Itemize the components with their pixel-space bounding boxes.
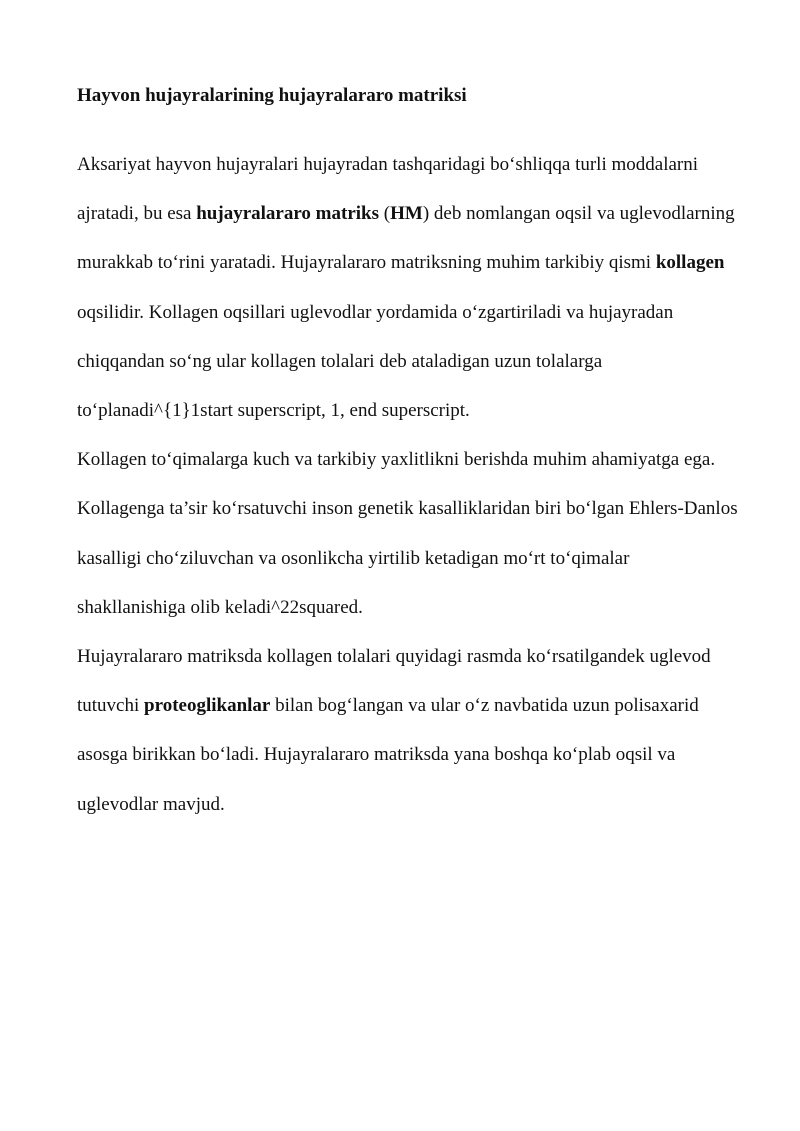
term-kollagen: kollagen xyxy=(655,252,725,274)
document-body xyxy=(77,140,740,829)
paragraph-1-text-b: ( xyxy=(379,203,391,225)
paragraph-3 xyxy=(77,632,740,829)
paragraph-1-text-d: oqsilidir. Kollagen oqsillari uglevodlar yordamida o‘zgartiriladi va hujayradan chiqqandan so‘ng ular kollagen tolalari deb ataladigan uzun tolalarga to‘planadi^{1}1start superscript, 1, end superscript. xyxy=(77,301,674,422)
paragraph-1 xyxy=(77,140,740,435)
paragraph-1-text-a: Aksariyat hayvon hujayralari hujayradan tashqaridagi bo‘shliqqa turli moddalarni ajratadi, bu esa xyxy=(77,154,699,225)
term-hujayralararo-matriks: hujayralararo matriks xyxy=(196,203,380,225)
term-proteoglikanlar: proteoglikanlar xyxy=(144,695,271,717)
paragraph-2-text: Kollagen to‘qimalarga kuch va tarkibiy yaxlitlikni berishda muhim ahamiyatga ega. Kollagenga ta’sir ko‘rsatuvchi inson genetik kasalliklaridan biri bo‘lgan Ehlers-Danlos kasalligi cho‘ziluvchan va osonlikcha yirtilib ketadigan mo‘rt to‘qimalar shakllanishiga olib keladi^22squared. xyxy=(77,449,738,618)
document-title: Hayvon hujayralarining hujayralararo matriksi xyxy=(77,85,467,106)
paragraph-1-text-c: ) deb nomlangan oqsil va uglevodlarning murakkab to‘rini yaratadi. Hujayralararo matriksning muhim tarkibiy qismi xyxy=(77,203,735,274)
term-hm: HM xyxy=(390,203,423,225)
paragraph-3-text-b: bilan bog‘langan va ular o‘z navbatida uzun polisaxarid asosga birikkan bo‘ladi. Hujayralararo matriksda yana boshqa ko‘plab oqsil va uglevodlar mavjud. xyxy=(77,695,699,815)
paragraph-3-text-a: Hujayralararo matriksda kollagen tolalari quyidagi rasmda ko‘rsatilgandek uglevod tutuvchi xyxy=(77,646,711,717)
paragraph-2 xyxy=(77,435,740,632)
